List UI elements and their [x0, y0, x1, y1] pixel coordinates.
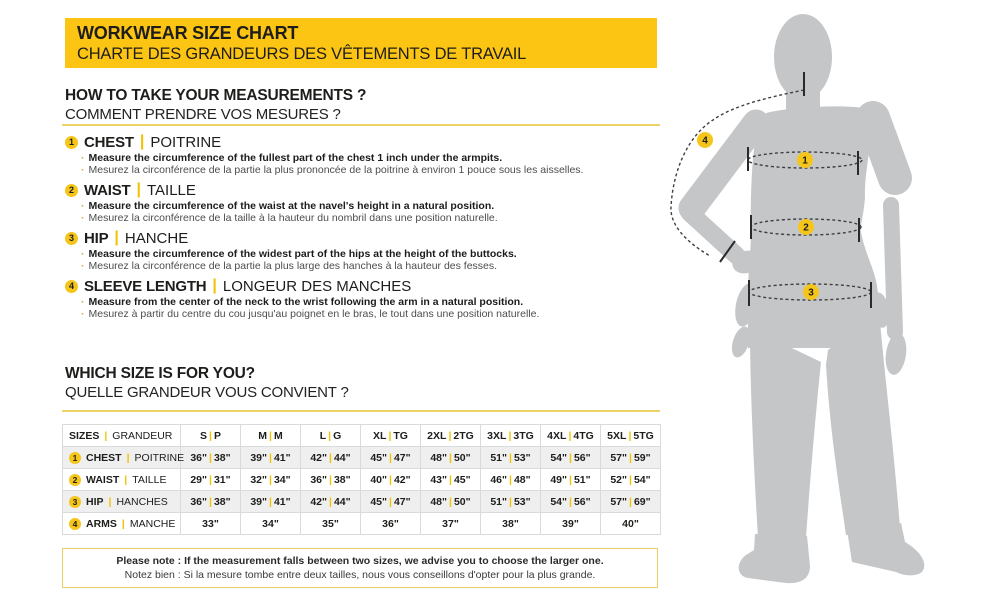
size-fr: 5TG — [633, 429, 654, 442]
measurement-value-cell — [481, 491, 541, 513]
size-table — [62, 424, 661, 535]
cell-separator: | — [269, 495, 272, 508]
value-max: 51" — [573, 473, 591, 486]
value-min: 36" — [190, 451, 208, 464]
value-min: 43" — [430, 473, 448, 486]
label-separator: | — [108, 495, 112, 508]
header-label-en: SIZES — [69, 429, 100, 442]
cell-separator: | — [209, 429, 212, 442]
label-separator: | — [104, 429, 108, 442]
value-max: 59" — [633, 451, 651, 464]
cell-separator: | — [629, 473, 632, 486]
measurement-value-cell — [301, 491, 361, 513]
size-table-body — [63, 425, 661, 535]
value-max: 53" — [513, 451, 531, 464]
cell-separator: | — [209, 495, 212, 508]
note-line-fr: Notez bien : Si la mesure tombe entre deux tailles, nous vous conseillons d'opter pour la plus grande. — [124, 569, 596, 581]
label-separator: | — [124, 473, 128, 486]
instruction-line-fr — [81, 164, 640, 176]
size-en: M — [258, 429, 268, 442]
value-min: 36" — [310, 473, 328, 486]
row-number-badge: 1 — [69, 452, 81, 464]
measurement-instructions — [65, 200, 640, 224]
cell-separator: | — [509, 473, 512, 486]
measurements-title-fr: COMMENT PRENDRE VOS MESURES ? — [65, 106, 341, 123]
cell-separator: | — [508, 429, 512, 442]
instruction-text-en: Measure the circumference of the waist at the navel's height in a natural position. — [88, 200, 495, 212]
value-min: 52" — [610, 473, 628, 486]
size-table-row — [63, 447, 661, 469]
cell-separator: | — [629, 451, 632, 464]
measurement-item-heading — [65, 277, 640, 295]
value-min: 54" — [550, 451, 568, 464]
title-banner — [65, 18, 657, 68]
cell-separator: | — [509, 451, 512, 464]
value-max: 31" — [213, 473, 231, 486]
bullet-dash: · — [81, 200, 85, 212]
row-label-en: WAIST — [86, 473, 120, 486]
row-number-badge: 4 — [69, 518, 81, 530]
value-single: 33" — [202, 517, 219, 530]
bullet-dash: · — [81, 248, 85, 260]
cell-separator: | — [269, 473, 272, 486]
row-label-en: ARMS — [86, 517, 117, 530]
measurement-value-cell — [181, 447, 241, 469]
measurement-value-cell — [241, 491, 301, 513]
value-single: 38" — [502, 517, 519, 530]
measurement-item-heading — [65, 133, 640, 151]
measurement-value-cell — [601, 469, 661, 491]
measurement-label-en: HIP — [84, 229, 109, 247]
cell-separator: | — [569, 495, 572, 508]
bullet-dash: · — [81, 152, 85, 164]
size-fr: 4TG — [573, 429, 594, 442]
value-min: 45" — [370, 495, 388, 508]
row-label-en: HIP — [86, 495, 104, 508]
bullet-dash: · — [81, 308, 85, 320]
page-title-en: WORKWEAR SIZE CHART — [77, 23, 299, 43]
size-table-row — [63, 513, 661, 535]
value-single: 34" — [262, 517, 279, 530]
value-max: 56" — [573, 495, 591, 508]
value-max: 50" — [453, 451, 471, 464]
step-number-badge: 3 — [65, 232, 78, 245]
cell-separator: | — [209, 451, 212, 464]
value-max: 42" — [393, 473, 411, 486]
row-label-wrap — [69, 451, 185, 464]
measurement-value-cell — [541, 447, 601, 469]
size-en: S — [200, 429, 208, 442]
size-column-header — [361, 425, 421, 447]
bullet-dash: · — [81, 164, 85, 176]
size-fr: P — [213, 429, 221, 442]
row-number-badge: 2 — [69, 474, 81, 486]
measurement-value-cell — [601, 491, 661, 513]
measurement-label-fr: TAILLE — [146, 181, 196, 199]
divider-rule — [62, 410, 660, 412]
measurement-value-cell — [541, 513, 601, 535]
measurement-value-cell — [241, 513, 301, 535]
measurement-instructions — [65, 248, 640, 272]
bullet-dash: · — [81, 260, 85, 272]
value-min: 49" — [550, 473, 568, 486]
value-single: 35" — [322, 517, 339, 530]
instruction-text-fr: Mesurez à partir du centre du cou jusqu'au poignet en le bras, le tout dans une position naturelle. — [88, 308, 540, 320]
value-max: 47" — [393, 451, 411, 464]
size-column-header — [181, 425, 241, 447]
size-en: 3XL — [487, 429, 507, 442]
measurement-label-fr: HANCHE — [124, 229, 189, 247]
label-separator: | — [121, 517, 125, 530]
header-label-wrap — [69, 430, 180, 442]
value-min: 54" — [550, 495, 568, 508]
instruction-text-fr: Mesurez la circonférence de la taille à la hauteur du nombril dans une position naturelle. — [88, 212, 498, 224]
cell-separator: | — [209, 473, 212, 486]
value-min: 51" — [490, 495, 508, 508]
value-max: 44" — [333, 495, 351, 508]
measurement-value-cell — [601, 447, 661, 469]
value-max: 38" — [213, 451, 231, 464]
measurement-value-cell — [181, 469, 241, 491]
hip-marker-number: 3 — [808, 287, 814, 299]
size-fr: G — [333, 429, 342, 442]
size-column-header — [601, 425, 661, 447]
size-table-row — [63, 469, 661, 491]
measurement-item-heading — [65, 181, 640, 199]
measurement-items — [65, 133, 640, 325]
value-min: 48" — [430, 451, 448, 464]
row-label-cell — [63, 447, 185, 469]
row-label-wrap — [69, 496, 180, 508]
measurements-title-en: HOW TO TAKE YOUR MEASUREMENTS ? — [65, 87, 367, 104]
value-max: 47" — [393, 495, 411, 508]
measurement-label-fr: POITRINE — [150, 133, 222, 151]
value-max: 53" — [513, 495, 531, 508]
row-label-fr: POITRINE — [134, 451, 185, 464]
bullet-dash: · — [81, 212, 85, 224]
value-max: 54" — [633, 473, 651, 486]
size-column-header — [541, 425, 601, 447]
value-max: 45" — [453, 473, 471, 486]
size-table-header-label — [63, 425, 181, 447]
value-max: 56" — [573, 451, 591, 464]
cell-separator: | — [629, 495, 632, 508]
measurement-value-cell — [241, 469, 301, 491]
instruction-text-en: Measure the circumference of the widest part of the hips at the height of the buttocks. — [88, 248, 517, 260]
instruction-line-en — [81, 152, 640, 164]
measurement-item — [65, 133, 640, 181]
measurement-value-cell — [301, 513, 361, 535]
label-separator: | — [114, 229, 119, 246]
instruction-line-en — [81, 248, 640, 260]
instruction-text-en: Measure the circumference of the fullest part of the chest 1 inch under the armpits. — [88, 152, 503, 164]
measurement-value-cell — [361, 491, 421, 513]
note-box — [62, 548, 658, 588]
measurement-value-cell — [301, 469, 361, 491]
cell-separator: | — [389, 495, 392, 508]
cell-separator: | — [569, 451, 572, 464]
value-max: 34" — [273, 473, 291, 486]
size-section-title — [65, 364, 660, 402]
size-column-header — [301, 425, 361, 447]
row-label-cell — [63, 513, 181, 535]
value-min: 42" — [310, 495, 328, 508]
value-min: 39" — [250, 495, 268, 508]
size-table-row — [63, 491, 661, 513]
cell-separator: | — [389, 451, 392, 464]
page-title-fr: CHARTE DES GRANDEURS DES VÊTEMENTS DE TRAVAIL — [77, 45, 527, 63]
measurement-value-cell — [181, 513, 241, 535]
cell-separator: | — [448, 429, 452, 442]
chest-marker-number: 1 — [802, 155, 808, 167]
size-en: 4XL — [547, 429, 567, 442]
value-min: 48" — [430, 495, 448, 508]
row-label-en: CHEST — [86, 451, 122, 464]
label-separator: | — [126, 451, 130, 464]
cell-separator: | — [329, 473, 332, 486]
worker-silhouette-figure — [658, 10, 940, 590]
size-fr: 3TG — [513, 429, 534, 442]
value-min: 45" — [370, 451, 388, 464]
measurement-value-cell — [421, 469, 481, 491]
measurement-value-cell — [241, 447, 301, 469]
size-column-header — [241, 425, 301, 447]
size-fr: M — [273, 429, 283, 442]
measurement-value-cell — [421, 447, 481, 469]
cell-separator: | — [568, 429, 572, 442]
value-min: 51" — [490, 451, 508, 464]
measurement-item — [65, 277, 640, 325]
cell-separator: | — [269, 451, 272, 464]
value-min: 32" — [250, 473, 268, 486]
value-max: 41" — [273, 495, 291, 508]
row-label-fr: HANCHES — [116, 495, 168, 508]
size-column-header — [421, 425, 481, 447]
measurement-item — [65, 229, 640, 277]
label-separator: | — [212, 277, 217, 294]
measurement-value-cell — [421, 491, 481, 513]
row-label-cell — [63, 469, 181, 491]
instruction-line-fr — [81, 308, 640, 320]
cell-separator: | — [328, 429, 332, 442]
measurement-value-cell — [301, 447, 361, 469]
value-min: 29" — [190, 473, 208, 486]
value-single: 37" — [442, 517, 459, 530]
row-label-fr: MANCHE — [129, 517, 176, 530]
value-min: 46" — [490, 473, 508, 486]
label-separator: | — [136, 181, 141, 198]
instruction-text-fr: Mesurez la circonférence de la partie la plus prononcée de la poitrine à environ 1 pouce sous les aisselles. — [88, 164, 584, 176]
measurement-value-cell — [421, 513, 481, 535]
instruction-line-fr — [81, 212, 640, 224]
value-single: 39" — [562, 517, 579, 530]
value-max: 44" — [333, 451, 351, 464]
value-min: 36" — [190, 495, 208, 508]
row-label-wrap — [69, 518, 180, 530]
sleeve-marker-number: 4 — [702, 135, 708, 147]
divider-rule — [62, 124, 660, 126]
cell-separator: | — [449, 473, 452, 486]
label-separator: | — [139, 133, 145, 150]
cell-separator: | — [269, 429, 272, 442]
value-min: 57" — [610, 451, 628, 464]
cell-separator: | — [389, 473, 392, 486]
size-column-header — [481, 425, 541, 447]
size-en: 5XL — [607, 429, 627, 442]
size-en: XL — [373, 429, 387, 442]
measurement-instructions — [65, 296, 640, 320]
bullet-dash: · — [81, 296, 85, 308]
size-en: L — [319, 429, 327, 442]
cell-separator: | — [509, 495, 512, 508]
size-en: 2XL — [427, 429, 447, 442]
row-label-cell — [63, 491, 181, 513]
measurement-label-fr: LONGEUR DES MANCHES — [222, 277, 412, 295]
waist-marker-number: 2 — [803, 222, 809, 234]
measurement-value-cell — [481, 469, 541, 491]
cell-separator: | — [329, 451, 332, 464]
row-number-badge: 3 — [69, 496, 81, 508]
measurement-value-cell — [361, 513, 421, 535]
header-label-fr: GRANDEUR — [112, 429, 173, 442]
value-min: 42" — [310, 451, 328, 464]
instruction-line-en — [81, 296, 640, 308]
measurement-value-cell — [601, 513, 661, 535]
cell-separator: | — [449, 451, 452, 464]
step-number-badge: 1 — [65, 136, 78, 149]
row-label-fr: TAILLE — [132, 473, 167, 486]
value-max: 48" — [513, 473, 531, 486]
size-table-header-row — [63, 425, 661, 447]
size-title-en: WHICH SIZE IS FOR YOU? — [65, 365, 255, 382]
measurement-value-cell — [481, 447, 541, 469]
instruction-text-en: Measure from the center of the neck to the wrist following the arm in a natural position. — [88, 296, 524, 308]
measurement-value-cell — [541, 491, 601, 513]
instruction-line-fr — [81, 260, 640, 272]
value-max: 38" — [333, 473, 351, 486]
cell-separator: | — [628, 429, 632, 442]
measurement-item-heading — [65, 229, 640, 247]
measurement-value-cell — [481, 513, 541, 535]
value-single: 36" — [382, 517, 399, 530]
measurement-label-en: CHEST — [84, 133, 134, 151]
measurements-section-title — [65, 86, 660, 124]
cell-separator: | — [449, 495, 452, 508]
measurement-item — [65, 181, 640, 229]
cell-separator: | — [329, 495, 332, 508]
value-single: 40" — [622, 517, 639, 530]
instruction-line-en — [81, 200, 640, 212]
cell-separator: | — [388, 429, 392, 442]
measurement-instructions — [65, 152, 640, 176]
measurement-value-cell — [361, 469, 421, 491]
cell-separator: | — [569, 473, 572, 486]
value-min: 57" — [610, 495, 628, 508]
measurement-label-en: SLEEVE LENGTH — [84, 277, 207, 295]
value-max: 50" — [453, 495, 471, 508]
measurement-value-cell — [361, 447, 421, 469]
measurement-value-cell — [181, 491, 241, 513]
value-min: 39" — [250, 451, 268, 464]
step-number-badge: 2 — [65, 184, 78, 197]
value-max: 69" — [633, 495, 651, 508]
value-max: 41" — [273, 451, 291, 464]
size-fr: 2TG — [453, 429, 474, 442]
measurement-label-en: WAIST — [84, 181, 131, 199]
size-fr: TG — [393, 429, 408, 442]
value-min: 40" — [370, 473, 388, 486]
note-line-en: Please note : If the measurement falls between two sizes, we advise you to choose the larger one. — [116, 555, 604, 567]
value-max: 38" — [213, 495, 231, 508]
row-label-wrap — [69, 474, 180, 486]
size-title-fr: QUELLE GRANDEUR VOUS CONVIENT ? — [65, 384, 349, 401]
measurement-value-cell — [541, 469, 601, 491]
step-number-badge: 4 — [65, 280, 78, 293]
instruction-text-fr: Mesurez la circonférence de la partie la plus large des hanches à la hauteur des fesses. — [88, 260, 498, 272]
